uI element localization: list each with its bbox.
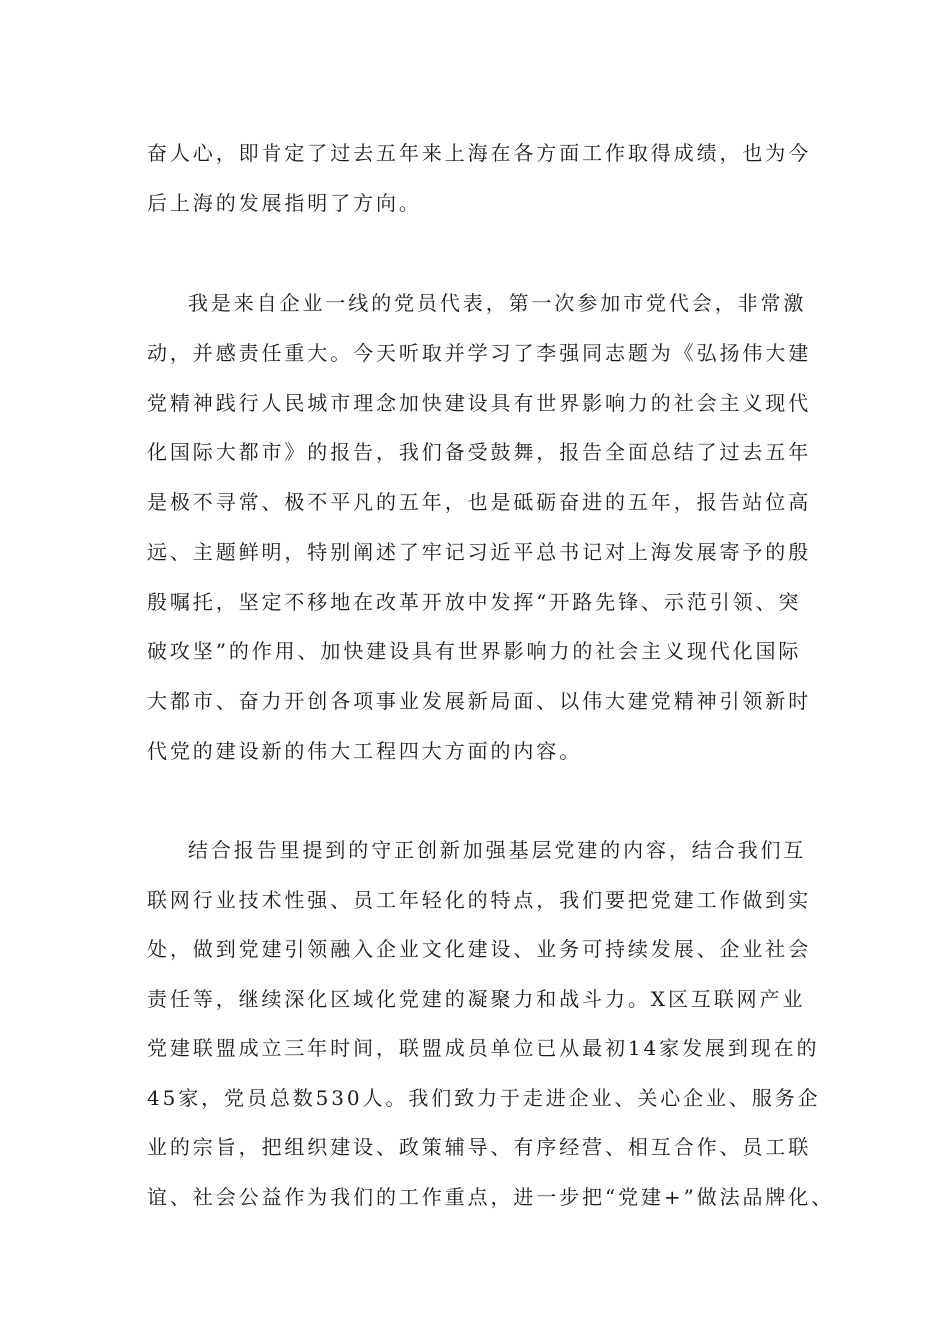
paragraph-2-line-2: 动，并感责任重大。今天听取并学习了李强同志题为《弘扬伟大建 [147, 341, 812, 365]
paragraph-3-line-7: 业的宗旨，把组织建设、政策辅导、有序经营、相互合作、员工联 [147, 1135, 812, 1159]
paragraph-3-line-6: 45家，党员总数530人。我们致力于走进企业、关心企业、服务企 [147, 1086, 821, 1110]
paragraph-2-line-3: 党精神践行人民城市理念加快建设具有世界影响力的社会主义现代 [147, 391, 812, 415]
paragraph-2-line-5: 是极不寻常、极不平凡的五年，也是砥砺奋进的五年，报告站位高 [147, 490, 812, 514]
paragraph-2-line-9: 大都市、奋力开创各项事业发展新局面、以伟大建党精神引领新时 [147, 689, 812, 713]
paragraph-2-line-4: 化国际大都市》的报告，我们备受鼓舞，报告全面总结了过去五年 [147, 440, 812, 464]
paragraph-2-line-7: 殷嘱托，坚定不移地在改革开放中发挥“开路先锋、示范引领、突 [147, 590, 802, 614]
paragraph-3-line-8: 谊、社会公益作为我们的工作重点，进一步把“党建+”做法品牌化、 [147, 1185, 835, 1209]
paragraph-2-line-10: 代党的建设新的伟大工程四大方面的内容。 [147, 739, 583, 763]
paragraph-2-line-8: 破攻坚”的作用、加快建设具有世界影响力的社会主义现代化国际 [147, 639, 802, 663]
paragraph-3-line-1: 结合报告里提到的守正创新加强基层党建的内容，结合我们互 [188, 838, 807, 862]
paragraph-1-line-1: 奋人心，即肯定了过去五年来上海在各方面工作取得成绩，也为今 [147, 141, 812, 165]
paragraph-2-line-6: 远、主题鲜明，特别阐述了牢记习近平总书记对上海发展寄予的殷 [147, 540, 812, 564]
paragraph-3-line-5: 党建联盟成立三年时间，联盟成员单位已从最初14家发展到现在的 [147, 1036, 820, 1060]
paragraph-3-line-2: 联网行业技术性强、员工年轻化的特点，我们要把党建工作做到实 [147, 888, 812, 912]
paragraph-1-line-2: 后上海的发展指明了方向。 [147, 191, 422, 215]
paragraph-2-line-1: 我是来自企业一线的党员代表，第一次参加市党代会，非常激 [188, 291, 807, 315]
paragraph-3-line-4: 责任等，继续深化区域化党建的凝聚力和战斗力。X区互联网产业 [147, 987, 806, 1011]
paragraph-3-line-3: 处，做到党建引领融入企业文化建设、业务可持续发展、企业社会 [147, 937, 812, 961]
